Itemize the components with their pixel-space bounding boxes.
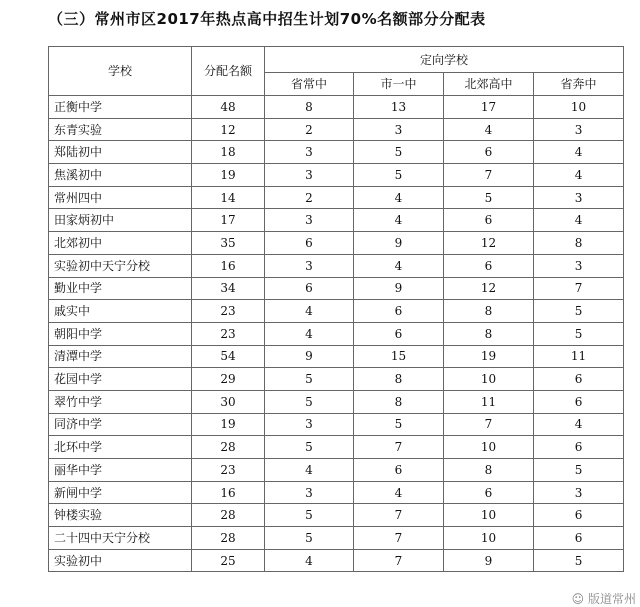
target-quota-cell: 3 xyxy=(534,254,624,277)
target-quota-cell: 3 xyxy=(534,118,624,141)
header-target: 省常中 xyxy=(265,73,354,96)
target-quota-cell: 6 xyxy=(265,232,354,255)
target-quota-cell: 6 xyxy=(265,277,354,300)
school-name-cell: 新闸中学 xyxy=(49,481,192,504)
quota-cell: 28 xyxy=(192,527,265,550)
header-target: 省奔中 xyxy=(534,73,624,96)
table-title: （三）常州市区2017年热点高中招生计划70%名额部分分配表 xyxy=(48,10,486,28)
table-row xyxy=(49,186,624,209)
table-row xyxy=(49,300,624,323)
quota-cell: 30 xyxy=(192,390,265,413)
school-name-cell: 正衡中学 xyxy=(49,96,192,119)
target-quota-cell: 9 xyxy=(354,232,444,255)
target-quota-cell: 6 xyxy=(444,209,534,232)
school-name-cell: 同济中学 xyxy=(49,413,192,436)
school-name-cell: 钟楼实验 xyxy=(49,504,192,527)
target-quota-cell: 5 xyxy=(534,300,624,323)
table-row xyxy=(49,436,624,459)
quota-cell: 14 xyxy=(192,186,265,209)
school-name-cell: 焦溪初中 xyxy=(49,164,192,187)
school-name-cell: 实验初中 xyxy=(49,549,192,572)
target-quota-cell: 3 xyxy=(534,186,624,209)
header-target-group: 定向学校 xyxy=(265,47,624,73)
quota-cell: 54 xyxy=(192,345,265,368)
table-header xyxy=(49,47,624,96)
table-row xyxy=(49,345,624,368)
target-quota-cell: 8 xyxy=(265,96,354,119)
table-row xyxy=(49,527,624,550)
target-quota-cell: 5 xyxy=(354,164,444,187)
target-quota-cell: 5 xyxy=(265,504,354,527)
target-quota-cell: 6 xyxy=(534,436,624,459)
table-row xyxy=(49,96,624,119)
table-row xyxy=(49,141,624,164)
target-quota-cell: 8 xyxy=(354,368,444,391)
target-quota-cell: 4 xyxy=(354,186,444,209)
header-school: 学校 xyxy=(49,47,192,96)
school-name-cell: 田家炳初中 xyxy=(49,209,192,232)
target-quota-cell: 3 xyxy=(265,164,354,187)
target-quota-cell: 5 xyxy=(444,186,534,209)
school-name-cell: 丽华中学 xyxy=(49,459,192,482)
table-row xyxy=(49,481,624,504)
school-name-cell: 二十四中天宁分校 xyxy=(49,527,192,550)
school-name-cell: 实验初中天宁分校 xyxy=(49,254,192,277)
allocation-table xyxy=(48,46,624,572)
target-quota-cell: 6 xyxy=(444,141,534,164)
school-name-cell: 北环中学 xyxy=(49,436,192,459)
table-row xyxy=(49,277,624,300)
target-quota-cell: 7 xyxy=(354,504,444,527)
target-quota-cell: 6 xyxy=(354,300,444,323)
quota-cell: 34 xyxy=(192,277,265,300)
school-name-cell: 勤业中学 xyxy=(49,277,192,300)
target-quota-cell: 9 xyxy=(354,277,444,300)
target-quota-cell: 5 xyxy=(265,436,354,459)
target-quota-cell: 19 xyxy=(444,345,534,368)
quota-cell: 48 xyxy=(192,96,265,119)
target-quota-cell: 7 xyxy=(444,413,534,436)
quota-cell: 23 xyxy=(192,322,265,345)
target-quota-cell: 4 xyxy=(534,141,624,164)
quota-cell: 25 xyxy=(192,549,265,572)
school-name-cell: 东青实验 xyxy=(49,118,192,141)
target-quota-cell: 6 xyxy=(534,504,624,527)
quota-cell: 17 xyxy=(192,209,265,232)
school-name-cell: 北郊初中 xyxy=(49,232,192,255)
watermark: ☺ 版道常州 xyxy=(571,592,636,606)
quota-cell: 19 xyxy=(192,164,265,187)
table-row xyxy=(49,390,624,413)
target-quota-cell: 4 xyxy=(354,209,444,232)
target-quota-cell: 7 xyxy=(534,277,624,300)
target-quota-cell: 9 xyxy=(444,549,534,572)
table-row xyxy=(49,118,624,141)
target-quota-cell: 4 xyxy=(444,118,534,141)
target-quota-cell: 3 xyxy=(534,481,624,504)
target-quota-cell: 5 xyxy=(534,549,624,572)
table-row xyxy=(49,504,624,527)
target-quota-cell: 11 xyxy=(534,345,624,368)
target-quota-cell: 3 xyxy=(265,413,354,436)
target-quota-cell: 5 xyxy=(534,459,624,482)
target-quota-cell: 6 xyxy=(354,322,444,345)
table-row xyxy=(49,459,624,482)
table-row xyxy=(49,322,624,345)
school-name-cell: 戚实中 xyxy=(49,300,192,323)
table-row xyxy=(49,164,624,187)
quota-cell: 23 xyxy=(192,300,265,323)
target-quota-cell: 2 xyxy=(265,186,354,209)
target-quota-cell: 4 xyxy=(265,322,354,345)
target-quota-cell: 6 xyxy=(534,368,624,391)
target-quota-cell: 13 xyxy=(354,96,444,119)
school-name-cell: 朝阳中学 xyxy=(49,322,192,345)
header-quota: 分配名额 xyxy=(192,47,265,96)
quota-cell: 16 xyxy=(192,481,265,504)
target-quota-cell: 8 xyxy=(444,322,534,345)
target-quota-cell: 4 xyxy=(265,300,354,323)
target-quota-cell: 8 xyxy=(354,390,444,413)
target-quota-cell: 8 xyxy=(534,232,624,255)
quota-cell: 28 xyxy=(192,436,265,459)
table-row xyxy=(49,209,624,232)
quota-cell: 18 xyxy=(192,141,265,164)
target-quota-cell: 9 xyxy=(265,345,354,368)
quota-cell: 28 xyxy=(192,504,265,527)
target-quota-cell: 12 xyxy=(444,232,534,255)
target-quota-cell: 5 xyxy=(265,390,354,413)
quota-cell: 29 xyxy=(192,368,265,391)
target-quota-cell: 7 xyxy=(354,436,444,459)
target-quota-cell: 3 xyxy=(265,481,354,504)
target-quota-cell: 4 xyxy=(265,549,354,572)
table-body xyxy=(49,96,624,572)
school-name-cell: 翠竹中学 xyxy=(49,390,192,413)
target-quota-cell: 10 xyxy=(444,527,534,550)
target-quota-cell: 3 xyxy=(265,209,354,232)
target-quota-cell: 3 xyxy=(354,118,444,141)
target-quota-cell: 4 xyxy=(265,459,354,482)
target-quota-cell: 5 xyxy=(265,527,354,550)
target-quota-cell: 6 xyxy=(354,459,444,482)
target-quota-cell: 5 xyxy=(354,413,444,436)
target-quota-cell: 7 xyxy=(444,164,534,187)
target-quota-cell: 7 xyxy=(354,549,444,572)
target-quota-cell: 8 xyxy=(444,300,534,323)
target-quota-cell: 12 xyxy=(444,277,534,300)
quota-cell: 23 xyxy=(192,459,265,482)
target-quota-cell: 4 xyxy=(354,254,444,277)
target-quota-cell: 10 xyxy=(444,436,534,459)
table-row xyxy=(49,413,624,436)
target-quota-cell: 8 xyxy=(444,459,534,482)
target-quota-cell: 10 xyxy=(444,504,534,527)
target-quota-cell: 3 xyxy=(265,254,354,277)
target-quota-cell: 10 xyxy=(444,368,534,391)
school-name-cell: 清潭中学 xyxy=(49,345,192,368)
table-row xyxy=(49,254,624,277)
school-name-cell: 郑陆初中 xyxy=(49,141,192,164)
target-quota-cell: 6 xyxy=(444,481,534,504)
school-name-cell: 常州四中 xyxy=(49,186,192,209)
target-quota-cell: 2 xyxy=(265,118,354,141)
table-row xyxy=(49,368,624,391)
target-quota-cell: 10 xyxy=(534,96,624,119)
header-target: 北郊高中 xyxy=(444,73,534,96)
target-quota-cell: 6 xyxy=(534,390,624,413)
target-quota-cell: 4 xyxy=(534,164,624,187)
target-quota-cell: 6 xyxy=(534,527,624,550)
target-quota-cell: 11 xyxy=(444,390,534,413)
target-quota-cell: 4 xyxy=(534,413,624,436)
target-quota-cell: 6 xyxy=(444,254,534,277)
header-target: 市一中 xyxy=(354,73,444,96)
target-quota-cell: 5 xyxy=(534,322,624,345)
school-name-cell: 花园中学 xyxy=(49,368,192,391)
quota-cell: 19 xyxy=(192,413,265,436)
target-quota-cell: 7 xyxy=(354,527,444,550)
table-row xyxy=(49,232,624,255)
target-quota-cell: 15 xyxy=(354,345,444,368)
target-quota-cell: 4 xyxy=(354,481,444,504)
target-quota-cell: 17 xyxy=(444,96,534,119)
quota-cell: 35 xyxy=(192,232,265,255)
quota-cell: 12 xyxy=(192,118,265,141)
target-quota-cell: 4 xyxy=(534,209,624,232)
table-row xyxy=(49,549,624,572)
target-quota-cell: 5 xyxy=(354,141,444,164)
target-quota-cell: 5 xyxy=(265,368,354,391)
quota-cell: 16 xyxy=(192,254,265,277)
target-quota-cell: 3 xyxy=(265,141,354,164)
